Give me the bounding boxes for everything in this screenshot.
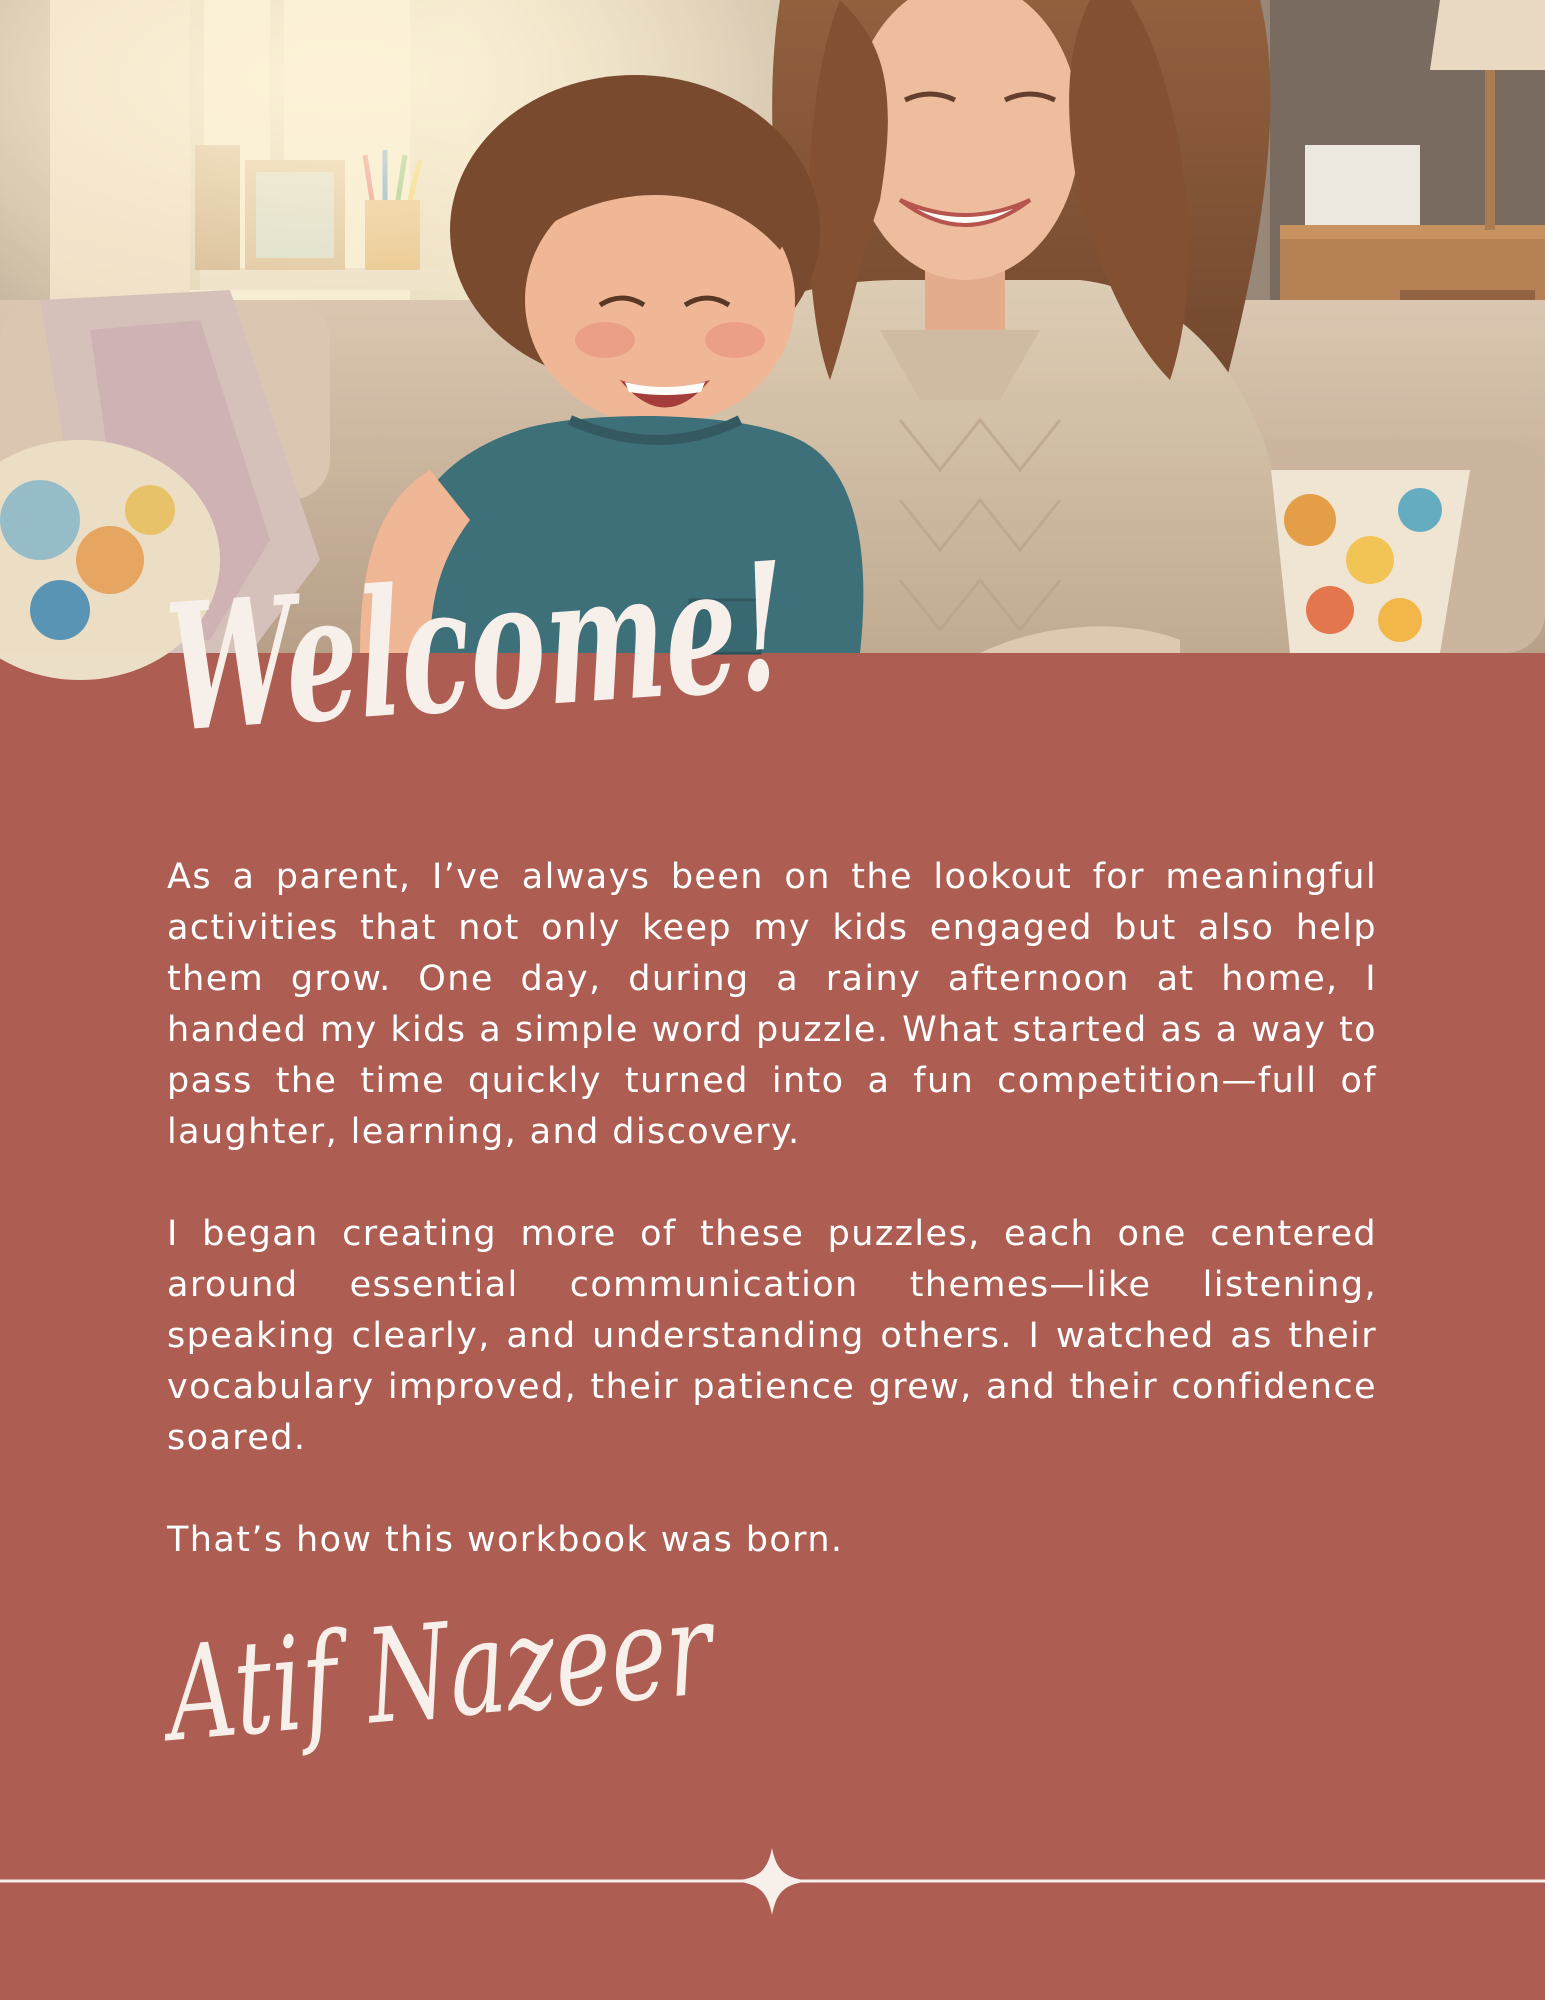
signature-text: Atif Nazeer [161,1554,923,1771]
letter-paragraph: As a parent, I’ve always been on the lookout for meaningful activities that not only keep my kids engaged but also help them grow. One day, during a rainy afternoon at home, I handed my kids a simple word puzzle. What started as a way to pass the time quickly turned into a fun competition—full of laughter, learning, and discovery. [167,857,1377,1152]
letter-paragraph: I began creating more of these puzzles, each one centered around essential communication themes—like listening, speaking clearly, and understanding others. I watched as their vocabulary improved, their patience grew, and their confidence soared. [167,1214,1377,1458]
four-point-star-icon [734,1848,810,1915]
page-divider [0,1845,1545,1925]
welcome-heading-text: Welcome! [160,500,1130,772]
welcome-heading [160,500,1130,772]
author-signature [161,1554,923,1810]
letter-body [167,852,1377,1566]
letter-paragraph: That’s how this workbook was born. [167,1520,844,1560]
